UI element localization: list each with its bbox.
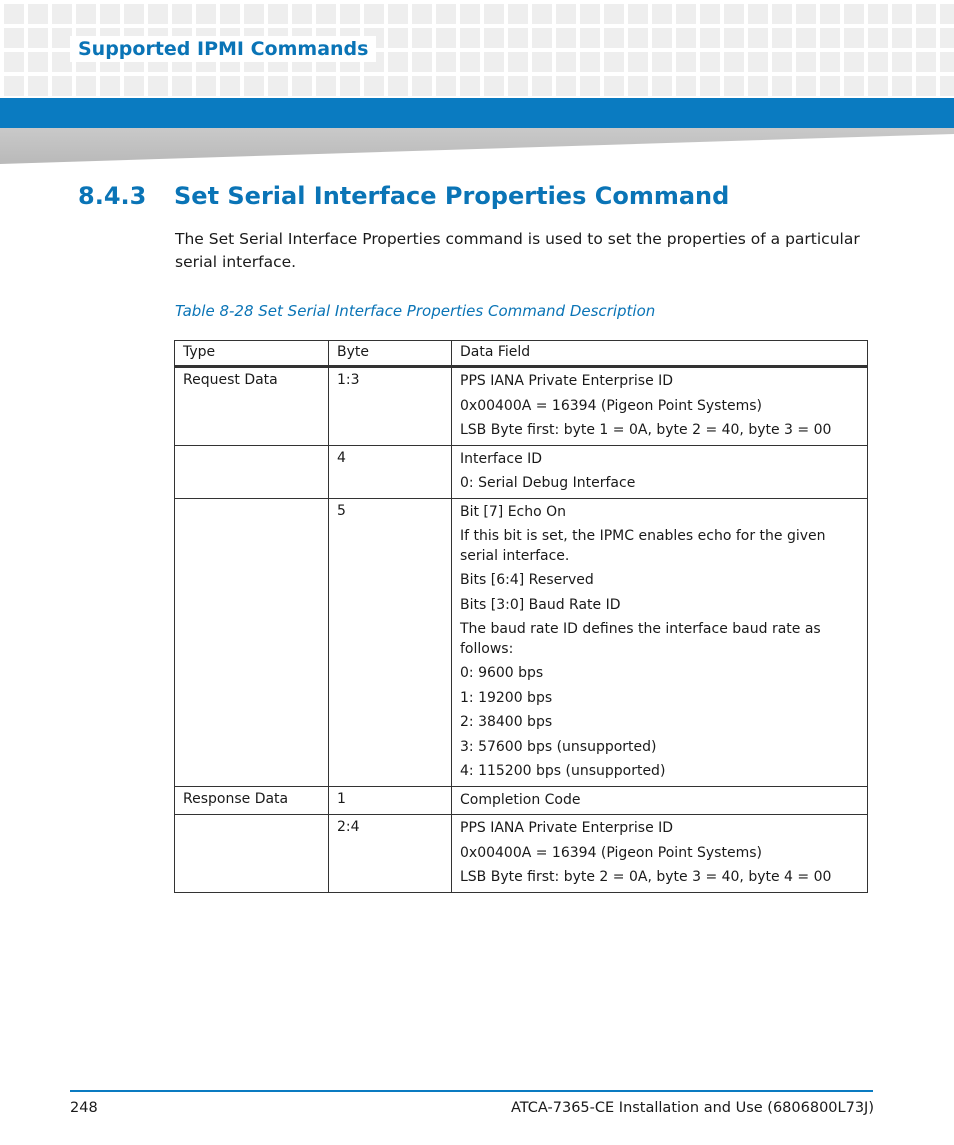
- data-field-line: Bits [3:0] Baud Rate ID: [460, 596, 621, 613]
- data-field-line: 0: Serial Debug Interface: [460, 475, 636, 491]
- footer-rule: [70, 1090, 873, 1092]
- data-field-line: PPS IANA Private Enterprise ID: [460, 373, 674, 389]
- cell-byte: 2:4: [329, 815, 452, 893]
- page-number: 248: [70, 1100, 98, 1116]
- data-field-line: 0: 9600 bps: [460, 665, 544, 681]
- header-gray-band: [0, 128, 954, 164]
- cell-byte: 1: [329, 786, 452, 815]
- table-row: [175, 786, 868, 815]
- table-row: [175, 815, 868, 893]
- command-description-table: [174, 340, 868, 893]
- footer-document-title: ATCA-7365-CE Installation and Use (6806800L73J): [511, 1100, 874, 1116]
- data-field-line: LSB Byte first: byte 2 = 0A, byte 3 = 40, byte 4 = 00: [460, 869, 832, 885]
- cell-byte: 5: [329, 498, 452, 786]
- cell-type: [175, 498, 329, 786]
- running-title: Supported IPMI Commands: [70, 36, 376, 62]
- header-blue-bar: [0, 98, 954, 128]
- cell-type: [175, 445, 329, 498]
- data-field-line: Interface ID: [460, 450, 543, 467]
- data-field-line: 0x00400A = 16394 (Pigeon Point Systems): [460, 397, 762, 414]
- data-field-line: Bits [6:4] Reserved: [460, 572, 594, 588]
- data-field-line: 3: 57600 bps (unsupported): [460, 738, 657, 755]
- cell-type: [175, 815, 329, 893]
- table-body: [175, 367, 868, 893]
- section-number: 8.4.3: [78, 182, 147, 210]
- cell-data-field: [452, 786, 868, 815]
- cell-type: Request Data: [175, 367, 329, 446]
- table-header-row: [175, 341, 868, 367]
- data-field-line: Bit [7] Echo On: [460, 503, 567, 520]
- table-row: [175, 445, 868, 498]
- data-field-line: PPS IANA Private Enterprise ID: [460, 820, 674, 836]
- intro-paragraph: The Set Serial Interface Properties command is used to set the properties of a particular serial interface.: [175, 230, 860, 271]
- column-header-byte: Byte: [329, 341, 452, 367]
- data-field-line: 1: 19200 bps: [460, 689, 553, 706]
- data-field-line: LSB Byte first: byte 1 = 0A, byte 2 = 40, byte 3 = 00: [460, 422, 832, 438]
- cell-data-field: [452, 367, 868, 446]
- cell-data-field: [452, 815, 868, 893]
- section-heading: [78, 182, 729, 210]
- cell-type: Response Data: [175, 786, 329, 815]
- cell-byte: 1:3: [329, 367, 452, 446]
- column-header-type: Type: [175, 341, 329, 367]
- column-header-data-field: Data Field: [452, 341, 868, 367]
- data-field-line: 4: 115200 bps (unsupported): [460, 763, 666, 779]
- table-caption: Table 8-28 Set Serial Interface Properties Command Description: [175, 302, 656, 320]
- data-field-line: If this bit is set, the IPMC enables echo for the given serial interface.: [460, 528, 826, 564]
- data-field-line: Completion Code: [460, 791, 581, 808]
- table-row: [175, 367, 868, 446]
- data-field-line: 2: 38400 bps: [460, 714, 553, 730]
- table-row: [175, 498, 868, 786]
- cell-data-field: [452, 445, 868, 498]
- section-title: Set Serial Interface Properties Command: [174, 182, 730, 210]
- cell-byte: 4: [329, 445, 452, 498]
- cell-data-field: [452, 498, 868, 786]
- data-field-line: The baud rate ID defines the interface baud rate as follows:: [460, 621, 821, 657]
- data-field-line: 0x00400A = 16394 (Pigeon Point Systems): [460, 844, 762, 861]
